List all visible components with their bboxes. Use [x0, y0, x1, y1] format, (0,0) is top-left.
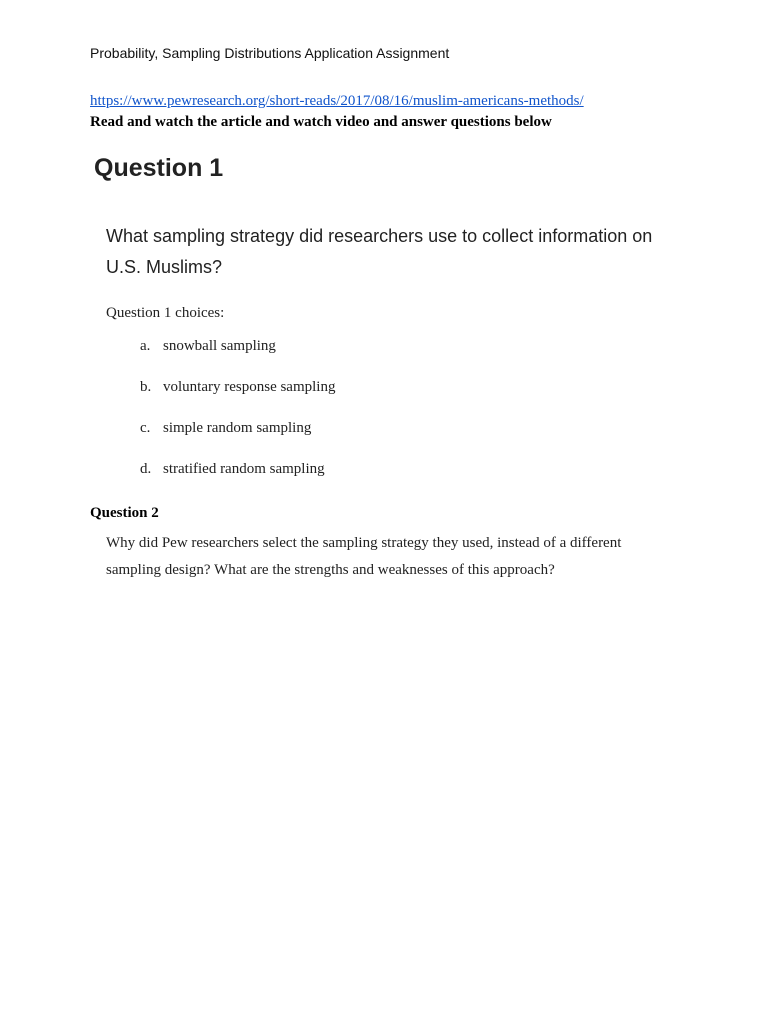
article-link[interactable]: https://www.pewresearch.org/short-reads/2017/08/16/muslim-americans-methods/	[90, 93, 584, 109]
choice-letter: b.	[140, 379, 152, 395]
question-2-prompt: Why did Pew researchers select the sampling strategy they used, instead of a different sampling design? What are the strengths and weaknesses of this approach?	[106, 535, 622, 578]
choice-text: voluntary response sampling	[163, 379, 336, 395]
choice-text: stratified random sampling	[163, 461, 325, 477]
choice-text: simple random sampling	[163, 420, 312, 436]
question-1-prompt: What sampling strategy did researchers use to collect information on U.S. Muslims?	[106, 226, 653, 277]
choice-letter: a.	[140, 338, 151, 354]
choice-b	[140, 379, 335, 420]
question-1-choices-label: Question 1 choices:	[106, 305, 225, 321]
choice-letter: c.	[140, 420, 151, 436]
instructions-text: Read and watch the article and watch video and answer questions below	[90, 114, 552, 130]
choice-a	[140, 338, 335, 379]
choice-d	[140, 461, 335, 502]
question-1-choices-list	[140, 338, 335, 502]
choice-c	[140, 420, 335, 461]
choice-text: snowball sampling	[163, 338, 276, 354]
choice-letter: d.	[140, 461, 152, 477]
document-title: Probability, Sampling Distributions Application Assignment	[90, 45, 450, 61]
question-2-heading: Question 2	[90, 505, 159, 521]
question-1-heading: Question 1	[94, 154, 224, 182]
